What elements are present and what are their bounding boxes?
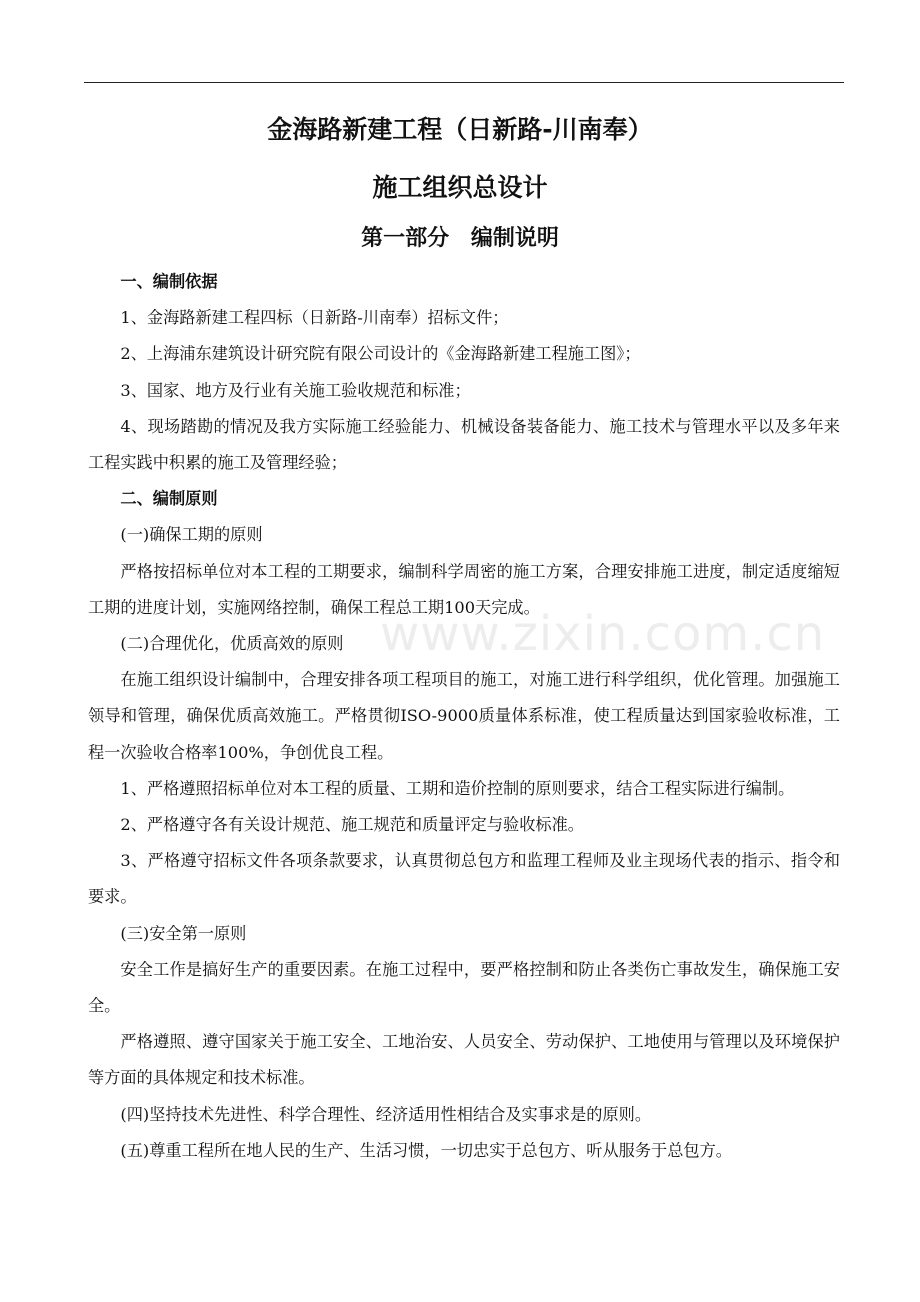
basis-item-3: 3、国家、地方及行业有关施工验收规范和标准；: [120, 380, 471, 400]
principle-4-title: (四)坚持技术先进性、科学合理性、经济适用性相结合及实事求是的原则。: [120, 1104, 652, 1124]
document-subtitle: 施工组织总设计: [372, 173, 548, 202]
principle-2-item-2: 2、严格遵守各有关设计规范、施工规范和质量评定与验收标准。: [120, 815, 584, 835]
principle-2-item-3: 3、严格遵守招标文件各项条款要求，认真贯彻总包方和监理工程师及业主现场代表的指示、指令和要求。: [88, 851, 840, 907]
basis-item-1: 1、金海路新建工程四标（日新路-川南奉）招标文件；: [120, 308, 509, 328]
principle-1-text: 严格按招标单位对本工程的工期要求，编制科学周密的施工方案，合理安排施工进度，制定适度缩短工期的进度计划，实施网络控制，确保工程总工期100天完成。: [88, 561, 840, 617]
principle-2-item-1: 1、严格遵照招标单位对本工程的质量、工期和造价控制的原则要求，结合工程实际进行编制。: [120, 778, 795, 798]
basis-item-2: 2、上海浦东建筑设计研究院有限公司设计的《金海路新建工程施工图》；: [120, 344, 641, 364]
principle-2-title: (二)合理优化，优质高效的原则: [120, 634, 344, 654]
header-rule: [84, 82, 844, 83]
section-heading-principles: 二、编制原则: [120, 489, 218, 509]
principle-3-text-1: 安全工作是搞好生产的重要因素。在施工过程中，要严格控制和防止各类伤亡事故发生，确保施工安全。: [88, 959, 840, 1016]
part-title: 第一部分 编制说明: [361, 226, 559, 251]
principle-1-title: (一)确保工期的原则: [120, 525, 263, 545]
principle-3-text-2: 严格遵照、遵守国家关于施工安全、工地治安、人员安全、劳动保护、工地使用与管理以及环境保护等方面的具体规定和技术标准。: [88, 1032, 840, 1088]
document-body: [88, 264, 840, 1169]
principle-5-title: (五)尊重工程所在地人民的生产、生活习惯，一切忠实于总包方、听从服务于总包方。: [120, 1140, 732, 1160]
section-heading-basis: 一、编制依据: [120, 272, 218, 291]
watermark-text: www.zixin.com.cn: [380, 606, 826, 662]
basis-item-4: 4、现场踏勘的情况及我方实际施工经验能力、机械设备装备能力、施工技术与管理水平以及多年来工程实践中积累的施工及管理经验；: [88, 416, 840, 473]
principle-2-text: 在施工组织设计编制中，合理安排各项工程项目的施工，对施工进行科学组织，优化管理。加强施工领导和管理，确保优质高效施工。严格贯彻ISO-9000质量体系标准，使工程质量达到国家验收标准，工程一次验收合格率100%，争创优良工程。: [88, 670, 840, 762]
document-title: 金海路新建工程（日新路-川南奉）: [267, 115, 653, 144]
principle-3-title: (三)安全第一原则: [120, 923, 247, 943]
